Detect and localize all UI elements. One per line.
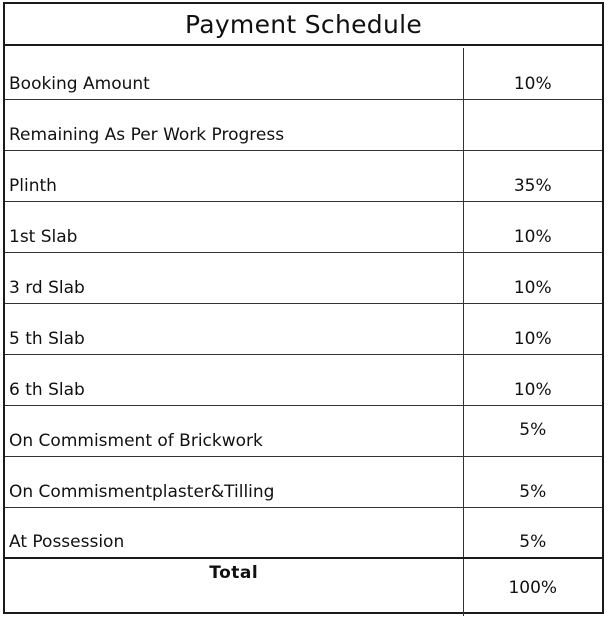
- table-row: [5, 405, 602, 456]
- row-value: 5%: [463, 507, 602, 558]
- row-value: 5%: [463, 456, 602, 507]
- table-row: [5, 201, 602, 252]
- total-label: Total: [5, 558, 463, 616]
- row-value: 10%: [463, 303, 602, 354]
- row-label: On Commismentplaster&Tilling: [5, 456, 463, 507]
- row-value: 10%: [463, 252, 602, 303]
- row-label: Booking Amount: [5, 48, 463, 99]
- row-value: 10%: [513, 73, 552, 94]
- payment-schedule-table: [3, 2, 604, 614]
- row-label: On Commisment of Brickwork: [5, 405, 463, 456]
- table-row: [5, 354, 602, 405]
- schedule-grid: [5, 48, 602, 616]
- table-row: [5, 507, 602, 558]
- table-title: Payment Schedule: [5, 4, 602, 46]
- table-row: [5, 150, 602, 201]
- total-value: 100%: [463, 558, 602, 616]
- row-label: 6 th Slab: [5, 354, 463, 405]
- row-label: 3 rd Slab: [5, 252, 463, 303]
- row-value: 5%: [463, 405, 602, 456]
- row-value: 35%: [463, 150, 602, 201]
- row-value: [463, 99, 602, 150]
- table-row: [5, 48, 602, 99]
- row-label: 5 th Slab: [5, 303, 463, 354]
- row-label: Plinth: [5, 150, 463, 201]
- table-row: [5, 252, 602, 303]
- row-value: 10%: [463, 201, 602, 252]
- row-label: 1st Slab: [5, 201, 463, 252]
- table-row: [5, 99, 602, 150]
- table-row: [5, 303, 602, 354]
- total-row: [5, 558, 602, 616]
- row-value: 10%: [463, 354, 602, 405]
- row-label: At Possession: [5, 507, 463, 558]
- table-row: [5, 456, 602, 507]
- row-label: Remaining As Per Work Progress: [5, 99, 463, 150]
